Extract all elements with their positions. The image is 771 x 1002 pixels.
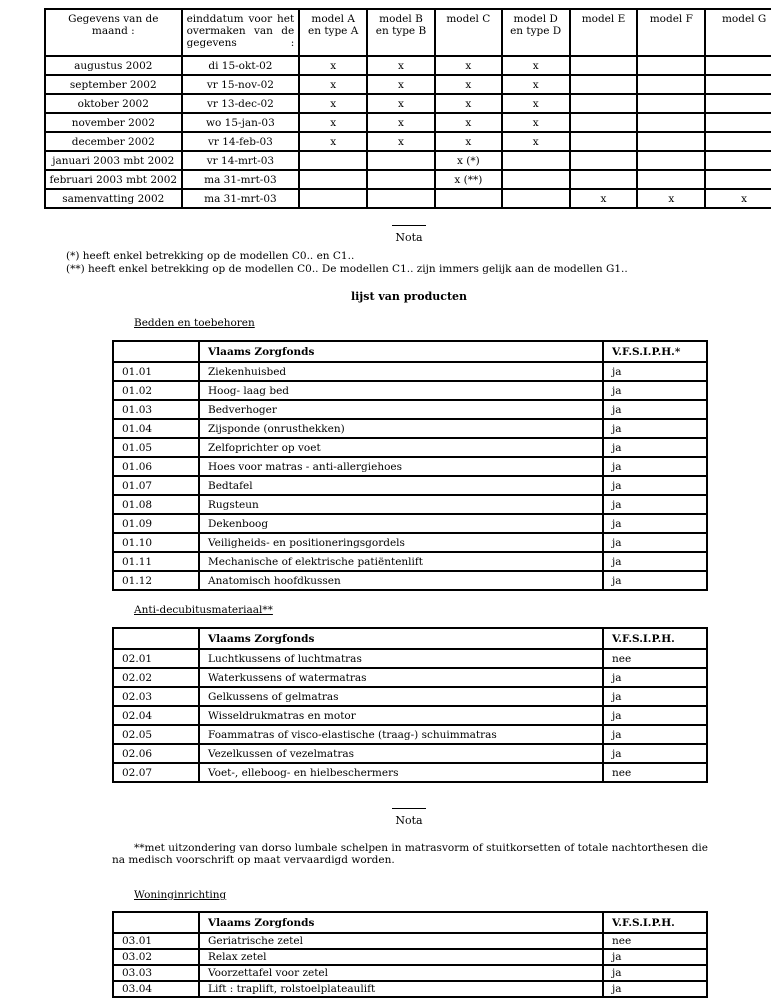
product-vfsiph: nee xyxy=(603,933,707,949)
product-row xyxy=(113,362,707,381)
schedule-mark-cell xyxy=(637,113,705,132)
product-name: Relax zetel xyxy=(199,949,603,965)
product-vfsiph: ja xyxy=(603,668,707,687)
product-vfsiph: ja xyxy=(603,949,707,965)
product-name: Mechanische of elektrische patiëntenlift xyxy=(199,552,603,571)
product-table-beds xyxy=(112,340,708,591)
product-row xyxy=(113,419,707,438)
product-name: Zelfoprichter op voet xyxy=(199,438,603,457)
schedule-mark-cell xyxy=(637,170,705,189)
product-vfsiph: ja xyxy=(603,552,707,571)
product-name: Veiligheids- en positioneringsgordels xyxy=(199,533,603,552)
product-code: 02.01 xyxy=(113,649,199,668)
product-name: Geriatrische zetel xyxy=(199,933,603,949)
schedule-row xyxy=(45,189,771,208)
product-vfsiph: ja xyxy=(603,419,707,438)
product-code: 02.07 xyxy=(113,763,199,782)
product-vfsiph: ja xyxy=(603,400,707,419)
note-star-2: (**) heeft enkel betrekking op de modellen C0.. De modellen C1.. zijn immers gelijk aan de modellen G1.. xyxy=(66,263,628,275)
schedule-mark-cell xyxy=(705,94,771,113)
vfsiph-header: V.F.S.I.P.H.* xyxy=(603,341,707,362)
header-month: Gegevens van de maand : xyxy=(45,9,182,56)
product-vfsiph: ja xyxy=(603,981,707,997)
schedule-month-cell: januari 2003 mbt 2002 xyxy=(45,151,182,170)
product-row xyxy=(113,744,707,763)
schedule-mark-cell: x xyxy=(299,113,367,132)
schedule-mark-cell: x xyxy=(502,113,570,132)
schedule-deadline-cell: ma 31-mrt-03 xyxy=(182,189,300,208)
product-vfsiph: ja xyxy=(603,706,707,725)
product-name: Foammatras of visco-elastische (traag-) schuimmatras xyxy=(199,725,603,744)
product-code: 01.09 xyxy=(113,514,199,533)
product-vfsiph: ja xyxy=(603,476,707,495)
product-row xyxy=(113,552,707,571)
schedule-month-cell: december 2002 xyxy=(45,132,182,151)
schedule-deadline-cell: vr 14-mrt-03 xyxy=(182,151,300,170)
product-name: Vezelkussen of vezelmatras xyxy=(199,744,603,763)
product-name: Rugsteun xyxy=(199,495,603,514)
schedule-deadline-cell: vr 14-feb-03 xyxy=(182,132,300,151)
product-row xyxy=(113,571,707,590)
product-row xyxy=(113,381,707,400)
product-name: Ziekenhuisbed xyxy=(199,362,603,381)
schedule-deadline-cell: vr 13-dec-02 xyxy=(182,94,300,113)
note-star-1: (*) heeft enkel betrekking op de modellen C0.. en C1.. xyxy=(66,250,355,262)
header-deadline: einddatum voor het overmaken van de gegevens : xyxy=(182,9,300,56)
product-name: Wisseldrukmatras en motor xyxy=(199,706,603,725)
product-code: 01.06 xyxy=(113,457,199,476)
header-model-g: model G xyxy=(705,9,771,56)
product-code: 03.04 xyxy=(113,981,199,997)
schedule-mark-cell: x (**) xyxy=(435,170,502,189)
nota-label: Nota xyxy=(395,231,423,244)
product-vfsiph: ja xyxy=(603,381,707,400)
product-row xyxy=(113,495,707,514)
schedule-mark-cell: x xyxy=(367,113,435,132)
product-code: 03.03 xyxy=(113,965,199,981)
footnote-anti-decubitus xyxy=(112,842,708,866)
header-model-c: model C xyxy=(435,9,502,56)
schedule-mark-cell: x xyxy=(435,75,502,94)
schedule-month-cell: november 2002 xyxy=(45,113,182,132)
schedule-mark-cell xyxy=(637,56,705,75)
vfsiph-header: V.F.S.I.P.H. xyxy=(603,912,707,933)
schedule-mark-cell: x xyxy=(435,56,502,75)
product-name: Luchtkussens of luchtmatras xyxy=(199,649,603,668)
schedule-mark-cell: x xyxy=(502,75,570,94)
product-row xyxy=(113,933,707,949)
product-name: Bedverhoger xyxy=(199,400,603,419)
schedule-mark-cell xyxy=(570,94,638,113)
schedule-mark-cell xyxy=(367,170,435,189)
product-vfsiph: ja xyxy=(603,438,707,457)
header-model-f: model F xyxy=(637,9,705,56)
product-row xyxy=(113,533,707,552)
schedule-mark-cell xyxy=(570,56,638,75)
code-header xyxy=(113,628,199,649)
schedule-mark-cell xyxy=(570,151,638,170)
schedule-row xyxy=(45,75,771,94)
product-code: 01.12 xyxy=(113,571,199,590)
product-row xyxy=(113,649,707,668)
product-table-woninginrichting xyxy=(112,911,708,998)
header-model-e: model E xyxy=(570,9,638,56)
section-title-woninginrichting: Woninginrichting xyxy=(134,889,227,901)
product-header-row xyxy=(113,341,707,362)
product-code: 01.01 xyxy=(113,362,199,381)
product-name: Hoes voor matras - anti-allergiehoes xyxy=(199,457,603,476)
product-name: Waterkussens of watermatras xyxy=(199,668,603,687)
product-vfsiph: nee xyxy=(603,649,707,668)
product-vfsiph: ja xyxy=(603,514,707,533)
schedule-mark-cell xyxy=(705,56,771,75)
product-code: 01.08 xyxy=(113,495,199,514)
schedule-mark-cell: x xyxy=(435,132,502,151)
product-vfsiph: ja xyxy=(603,687,707,706)
schedule-mark-cell: x xyxy=(299,75,367,94)
product-row xyxy=(113,476,707,495)
schedule-mark-cell xyxy=(367,151,435,170)
schedule-mark-cell xyxy=(705,151,771,170)
product-name: Gelkussens of gelmatras xyxy=(199,687,603,706)
header-model-b: model B en type B xyxy=(367,9,435,56)
schedule-mark-cell xyxy=(705,132,771,151)
product-row xyxy=(113,514,707,533)
schedule-deadline-cell: di 15-okt-02 xyxy=(182,56,300,75)
schedule-mark-cell xyxy=(502,170,570,189)
product-vfsiph: ja xyxy=(603,457,707,476)
product-row xyxy=(113,965,707,981)
product-code: 02.06 xyxy=(113,744,199,763)
product-code: 02.02 xyxy=(113,668,199,687)
section-title-anti-decubitus: Anti-decubitusmateriaal** xyxy=(134,604,273,616)
schedule-mark-cell xyxy=(367,189,435,208)
product-row xyxy=(113,949,707,965)
product-row xyxy=(113,981,707,997)
schedule-mark-cell xyxy=(299,189,367,208)
product-code: 01.05 xyxy=(113,438,199,457)
schedule-mark-cell xyxy=(637,151,705,170)
schedule-mark-cell xyxy=(570,113,638,132)
product-header-row xyxy=(113,912,707,933)
product-row xyxy=(113,763,707,782)
schedule-table xyxy=(44,8,771,209)
code-header xyxy=(113,341,199,362)
schedule-row xyxy=(45,56,771,75)
footnote-text: **met uitzondering van dorso lumbale schelpen in matrasvorm of stuitkorsetten of totale nachtorthesen die na medisch voorschrift op maat vervaardigd worden. xyxy=(112,842,708,866)
schedule-mark-cell: x xyxy=(502,94,570,113)
product-code: 01.10 xyxy=(113,533,199,552)
schedule-deadline-cell: ma 31-mrt-03 xyxy=(182,170,300,189)
product-name: Dekenboog xyxy=(199,514,603,533)
schedule-mark-cell: x xyxy=(435,94,502,113)
product-vfsiph: ja xyxy=(603,533,707,552)
product-code: 02.04 xyxy=(113,706,199,725)
schedule-mark-cell: x xyxy=(299,132,367,151)
code-header xyxy=(113,912,199,933)
schedule-mark-cell xyxy=(502,151,570,170)
product-row xyxy=(113,400,707,419)
product-vfsiph: ja xyxy=(603,725,707,744)
schedule-month-cell: februari 2003 mbt 2002 xyxy=(45,170,182,189)
schedule-body xyxy=(45,56,771,208)
product-code: 02.05 xyxy=(113,725,199,744)
schedule-mark-cell xyxy=(637,94,705,113)
vlaams-zorgfonds-header: Vlaams Zorgfonds xyxy=(199,341,603,362)
schedule-mark-cell: x xyxy=(502,132,570,151)
schedule-mark-cell xyxy=(705,113,771,132)
product-vfsiph: ja xyxy=(603,362,707,381)
product-code: 01.07 xyxy=(113,476,199,495)
vfsiph-header: V.F.S.I.P.H. xyxy=(603,628,707,649)
product-row xyxy=(113,706,707,725)
product-code: 01.04 xyxy=(113,419,199,438)
schedule-month-cell: september 2002 xyxy=(45,75,182,94)
schedule-mark-cell xyxy=(502,189,570,208)
schedule-mark-cell xyxy=(299,151,367,170)
schedule-row xyxy=(45,132,771,151)
header-model-d: model D en type D xyxy=(502,9,570,56)
product-vfsiph: ja xyxy=(603,571,707,590)
schedule-mark-cell: x xyxy=(705,189,771,208)
product-vfsiph: nee xyxy=(603,763,707,782)
schedule-row xyxy=(45,151,771,170)
product-vfsiph: ja xyxy=(603,965,707,981)
product-code: 01.02 xyxy=(113,381,199,400)
vlaams-zorgfonds-header: Vlaams Zorgfonds xyxy=(199,628,603,649)
schedule-mark-cell xyxy=(570,132,638,151)
schedule-mark-cell xyxy=(435,189,502,208)
product-code: 02.03 xyxy=(113,687,199,706)
schedule-mark-cell xyxy=(705,170,771,189)
schedule-month-cell: augustus 2002 xyxy=(45,56,182,75)
schedule-mark-cell xyxy=(637,132,705,151)
schedule-mark-cell: x (*) xyxy=(435,151,502,170)
schedule-mark-cell xyxy=(637,75,705,94)
schedule-row xyxy=(45,170,771,189)
schedule-mark-cell xyxy=(570,75,638,94)
schedule-deadline-cell: wo 15-jan-03 xyxy=(182,113,300,132)
vlaams-zorgfonds-header: Vlaams Zorgfonds xyxy=(199,912,603,933)
schedule-mark-cell: x xyxy=(637,189,705,208)
product-code: 01.11 xyxy=(113,552,199,571)
schedule-deadline-cell: vr 15-nov-02 xyxy=(182,75,300,94)
product-code: 03.02 xyxy=(113,949,199,965)
product-table-anti-decubitus xyxy=(112,627,708,783)
schedule-mark-cell: x xyxy=(367,132,435,151)
schedule-month-cell: oktober 2002 xyxy=(45,94,182,113)
schedule-mark-cell: x xyxy=(435,113,502,132)
product-vfsiph: ja xyxy=(603,744,707,763)
schedule-row xyxy=(45,94,771,113)
product-name: Voet-, elleboog- en hielbeschermers xyxy=(199,763,603,782)
product-header-row xyxy=(113,628,707,649)
schedule-mark-cell: x xyxy=(299,56,367,75)
product-code: 03.01 xyxy=(113,933,199,949)
nota-rule-2 xyxy=(392,808,426,809)
section-title-beds: Bedden en toebehoren xyxy=(134,317,255,329)
schedule-month-cell: samenvatting 2002 xyxy=(45,189,182,208)
nota-rule xyxy=(392,225,426,226)
product-name: Hoog- laag bed xyxy=(199,381,603,400)
product-name: Voorzettafel voor zetel xyxy=(199,965,603,981)
schedule-mark-cell xyxy=(570,170,638,189)
schedule-mark-cell: x xyxy=(299,94,367,113)
schedule-mark-cell: x xyxy=(367,56,435,75)
schedule-mark-cell: x xyxy=(502,56,570,75)
nota-label-2: Nota xyxy=(395,814,423,827)
product-row xyxy=(113,668,707,687)
header-model-a: model A en type A xyxy=(299,9,367,56)
product-row xyxy=(113,687,707,706)
product-row xyxy=(113,725,707,744)
product-row xyxy=(113,438,707,457)
product-name: Bedtafel xyxy=(199,476,603,495)
schedule-mark-cell xyxy=(705,75,771,94)
product-vfsiph: ja xyxy=(603,495,707,514)
schedule-mark-cell: x xyxy=(570,189,638,208)
product-code: 01.03 xyxy=(113,400,199,419)
product-name: Lift : traplift, rolstoelplateaulift xyxy=(199,981,603,997)
schedule-header-row xyxy=(45,9,771,56)
schedule-row xyxy=(45,113,771,132)
schedule-mark-cell: x xyxy=(367,94,435,113)
product-name: Zijsponde (onrusthekken) xyxy=(199,419,603,438)
product-name: Anatomisch hoofdkussen xyxy=(199,571,603,590)
schedule-mark-cell xyxy=(299,170,367,189)
schedule-mark-cell: x xyxy=(367,75,435,94)
list-title: lijst van producten xyxy=(350,290,468,303)
product-row xyxy=(113,457,707,476)
